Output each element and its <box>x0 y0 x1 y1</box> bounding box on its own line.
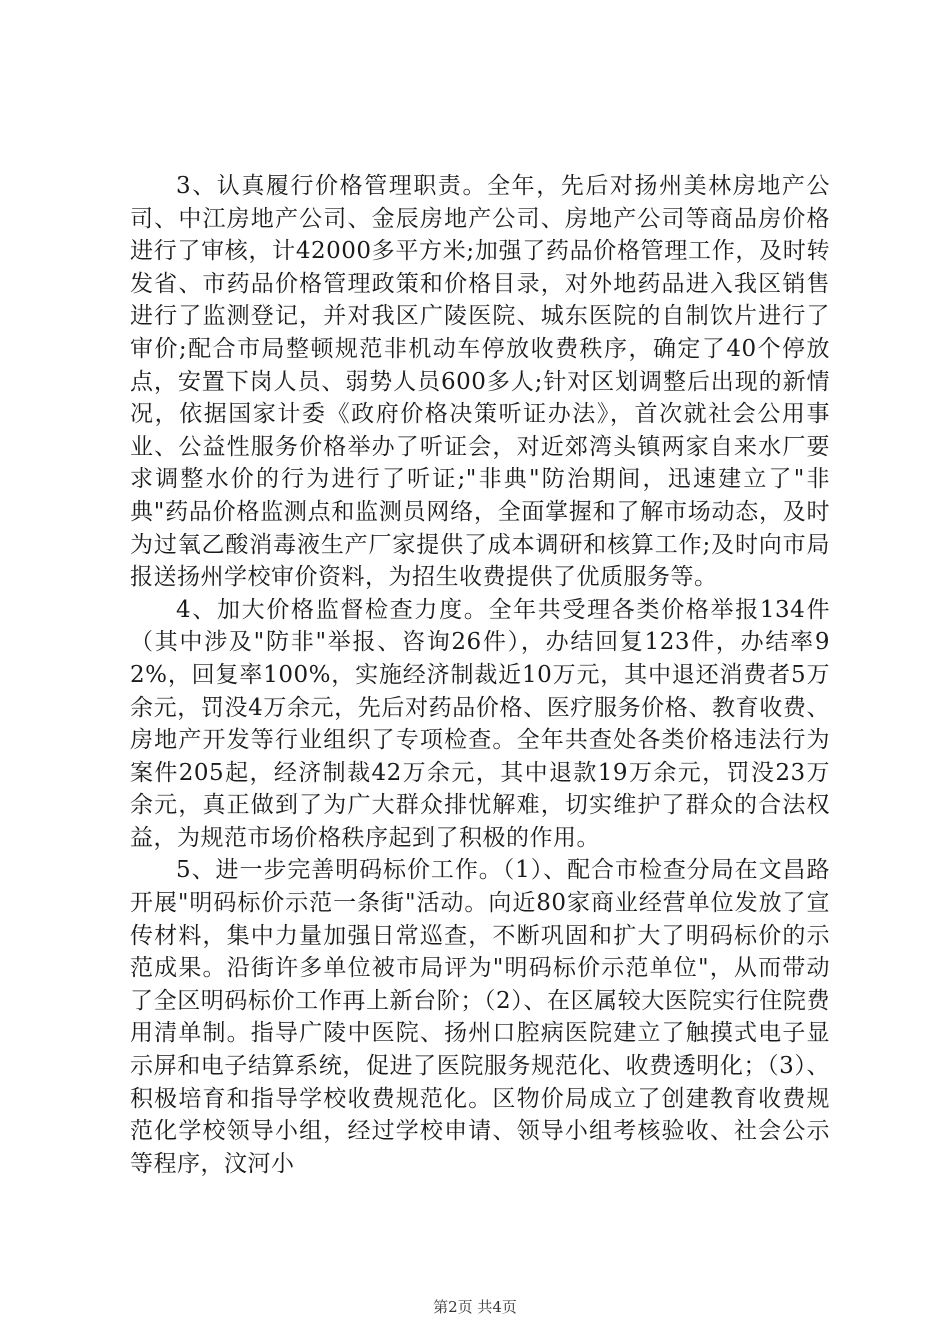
paragraph-price-labeling: 5、进一步完善明码标价工作。（1）、配合市检查分局在文昌路开展"明码标价示范一条街"活动。向近80家商业经营单位发放了宣传材料，集中力量加强日常巡查，不断巩固和扩大了明码标价的示范成果。沿街许多单位被市局评为"明码标价示范单位"，从而带动了全区明码标价工作再上新台阶；（2）、在区属较大医院实行住院费用清单制。指导广陵中医院、扬州口腔病医院建立了触摸式电子显示屏和电子结算系统，促进了医院服务规范化、收费透明化；（3）、积极培育和指导学校收费规范化。区物价局成立了创建教育收费规范化学校领导小组，经过学校申请、领导小组考核验收、社会公示等程序，汶河小 <box>130 857 830 1177</box>
page-footer: 第2页 共4页 <box>433 1298 517 1316</box>
paragraph-price-supervision: 4、加大价格监督检查力度。全年共受理各类价格举报134件（其中涉及"防非"举报、咨询26件），办结回复123件，办结率92%，回复率100%，实施经济制裁近10万元，其中退还消费者5万余元，罚没4万余元，先后对药品价格、医疗服务价格、教育收费、房地产开发等行业组织了专项检查。全年共查处各类价格违法行为案件205起，经济制裁42万余元，其中退款19万余元，罚没23万余元，真正做到了为广大群众排忧解难，切实维护了群众的合法权益，为规范市场价格秩序起到了积极的作用。 <box>130 596 830 851</box>
paragraph-price-management: 3、认真履行价格管理职责。全年，先后对扬州美林房地产公司、中江房地产公司、金辰房地产公司、房地产公司等商品房价格进行了审核，计42000多平方米;加强了药品价格管理工作，及时转发省、市药品价格管理政策和价格目录，对外地药品进入我区销售进行了监测登记，并对我区广陵医院、城东医院的自制饮片进行了审价;配合市局整顿规范非机动车停放收费秩序，确定了40个停放点，安置下岗人员、弱势人员600多人;针对区划调整后出现的新情况，依据国家计委《政府价格决策听证办法》，首次就社会公用事业、公益性服务价格举办了听证会，对近郊湾头镇两家自来水厂要求调整水价的行为进行了听证;"非典"防治期间，迅速建立了"非典"药品价格监测点和监测员网络，全面掌握和了解市场动态，及时为过氧乙酸消毒液生产厂家提供了成本调研和核算工作;及时向市局报送扬州学校审价资料，为招生收费提供了优质服务等。 <box>130 173 830 591</box>
document-body <box>130 170 830 1180</box>
